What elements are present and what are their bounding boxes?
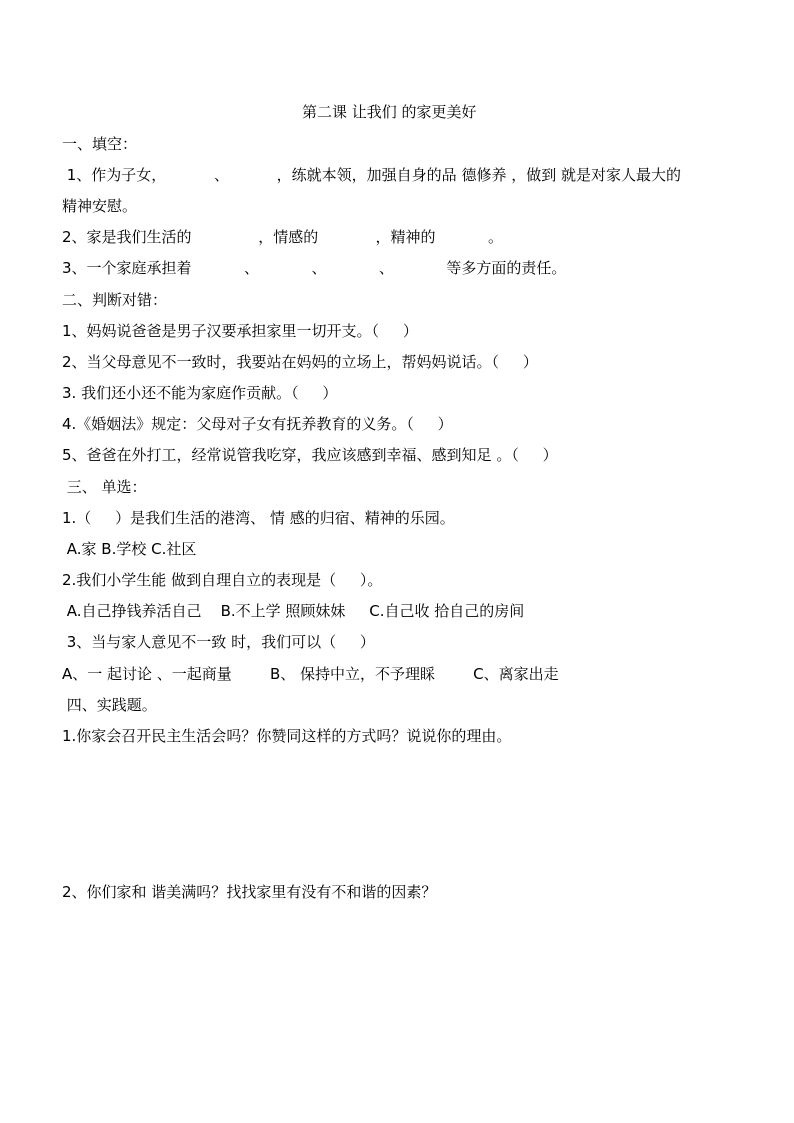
judge-question-1: 1、妈妈说爸爸是男子汉要承担家里一切开支。（ ）	[62, 322, 418, 340]
page-title: 第二课 让我们 的家更美好	[302, 103, 477, 121]
fill-question-2: 2、家是我们生活的 ，情感的 ，精神的 。	[62, 228, 503, 246]
fill-question-1-line-1: 1、作为子女， 、 ，练就本领，加强自身的品 德修养 ，做到 就是对家人最大的	[62, 166, 681, 184]
section3-heading: 三、 单选：	[62, 478, 147, 496]
choice-question-2: 2.我们小学生能 做到自理自立的表现是（ ）。	[62, 571, 383, 589]
fill-question-1-line-2: 精神安慰。	[62, 197, 138, 215]
section4-heading: 四、实践题。	[62, 696, 157, 714]
judge-question-2: 2、当父母意见不一致时，我要站在妈妈的立场上，帮妈妈说话。（ ）	[62, 353, 538, 371]
choice-question-2-options: A.自己挣钱养活自己 B.不上学 照顾妹妹 C.自己收 拾自己的房间	[62, 602, 525, 620]
choice-question-1: 1.（ ）是我们生活的港湾、 情 感的归宿、精神的乐园。	[62, 509, 455, 527]
practice-question-1: 1.你家会召开民主生活会吗？你赞同这样的方式吗？说说你的理由。	[62, 727, 512, 745]
choice-question-3: 3、当与家人意见不一致 时，我们可以（ ）	[62, 633, 375, 651]
judge-question-3: 3. 我们还小还不能为家庭作贡献。（ ）	[62, 384, 338, 402]
choice-question-1-options: A.家 B.学校 C.社区	[62, 540, 197, 558]
section2-heading: 二、判断对错：	[62, 291, 168, 309]
judge-question-5: 5、爸爸在外打工，经常说管我吃穿，我应该感到幸福、感到知足 。（ ）	[62, 446, 558, 464]
judge-question-4: 4.《婚姻法》规定：父母对子女有抚养教育的义务。（ ）	[62, 415, 453, 433]
choice-question-3-options: A、一 起讨论 、一起商量 B、 保持中立，不予理睬 C、离家出走	[62, 665, 559, 683]
section1-heading: 一、填空：	[62, 135, 138, 153]
practice-question-2: 2、你们家和 谐美满吗？找找家里有没有不和谐的因素？	[62, 883, 437, 901]
fill-question-3: 3、一个家庭承担着 、 、 、 等多方面的责任。	[62, 259, 567, 277]
